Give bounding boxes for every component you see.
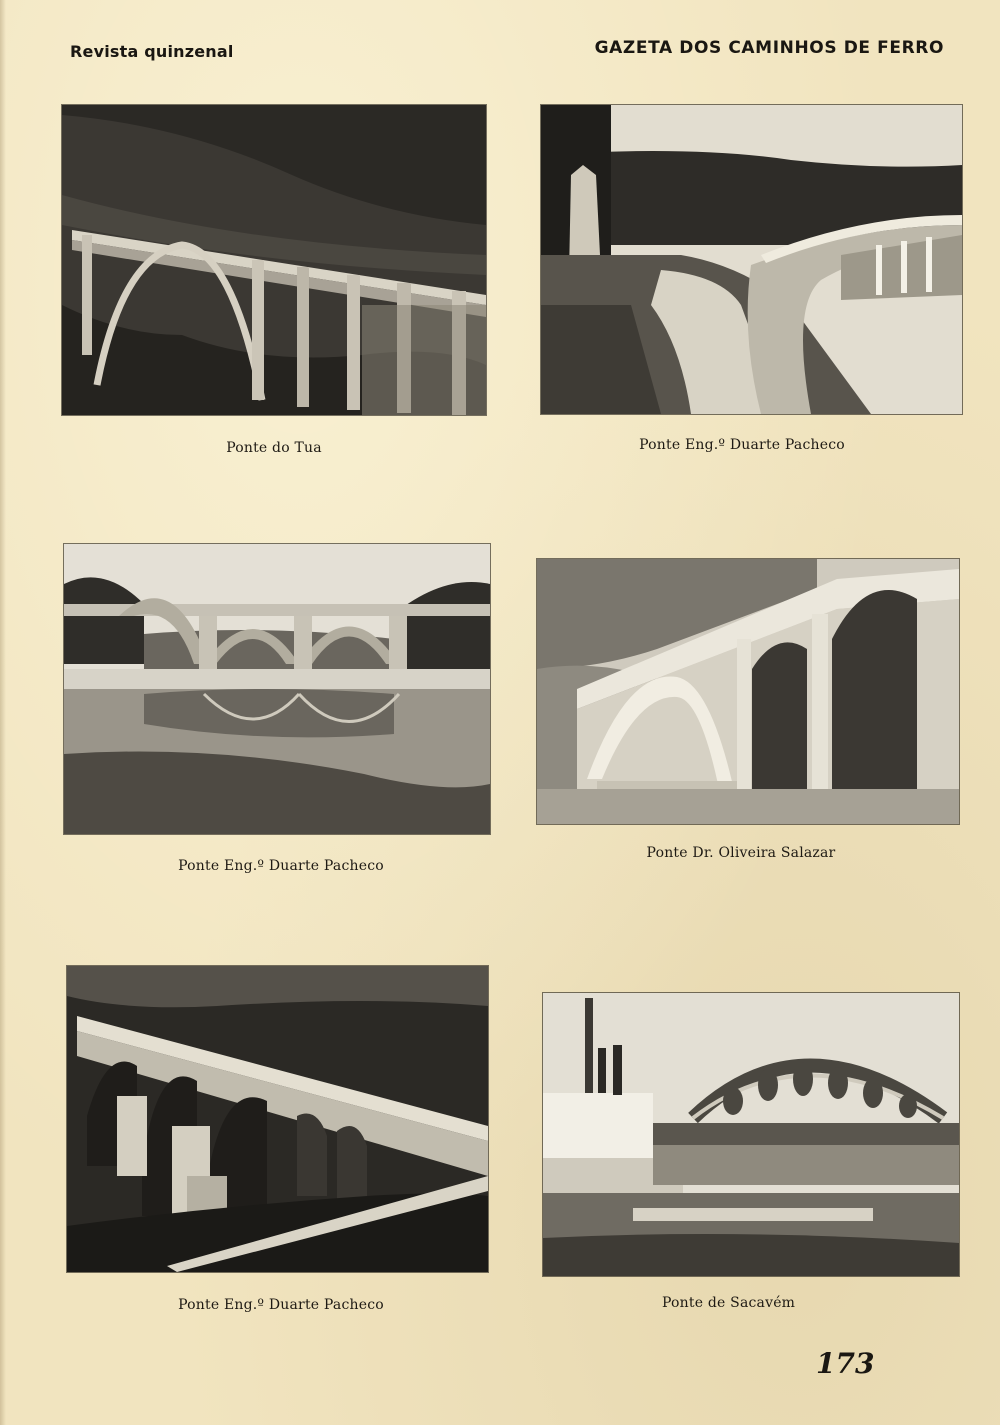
photo-ponte-de-sacavem	[543, 993, 959, 1276]
page-edge-shadow	[0, 0, 6, 1425]
photo-duarte-pacheco-approach	[541, 105, 962, 414]
photo-oliveira-salazar	[537, 559, 959, 824]
magazine-title: GAZETA DOS CAMINHOS DE FERRO	[594, 38, 944, 58]
page-number: 173	[816, 1347, 875, 1380]
caption-oliveira-salazar: Ponte Dr. Oliveira Salazar	[646, 845, 836, 861]
photo-duarte-pacheco-river	[64, 544, 490, 834]
caption-duarte-pacheco-3: Ponte Eng.º Duarte Pacheco	[178, 1297, 384, 1313]
photo-ponte-do-tua	[62, 105, 486, 415]
photo-duarte-pacheco-viaduct	[67, 966, 488, 1272]
caption-ponte-do-tua: Ponte do Tua	[226, 440, 322, 456]
magazine-subtitle: Revista quinzenal	[70, 42, 234, 61]
caption-duarte-pacheco-1: Ponte Eng.º Duarte Pacheco	[639, 437, 845, 453]
caption-duarte-pacheco-2: Ponte Eng.º Duarte Pacheco	[178, 858, 384, 874]
caption-ponte-de-sacavem: Ponte de Sacavém	[662, 1295, 796, 1311]
